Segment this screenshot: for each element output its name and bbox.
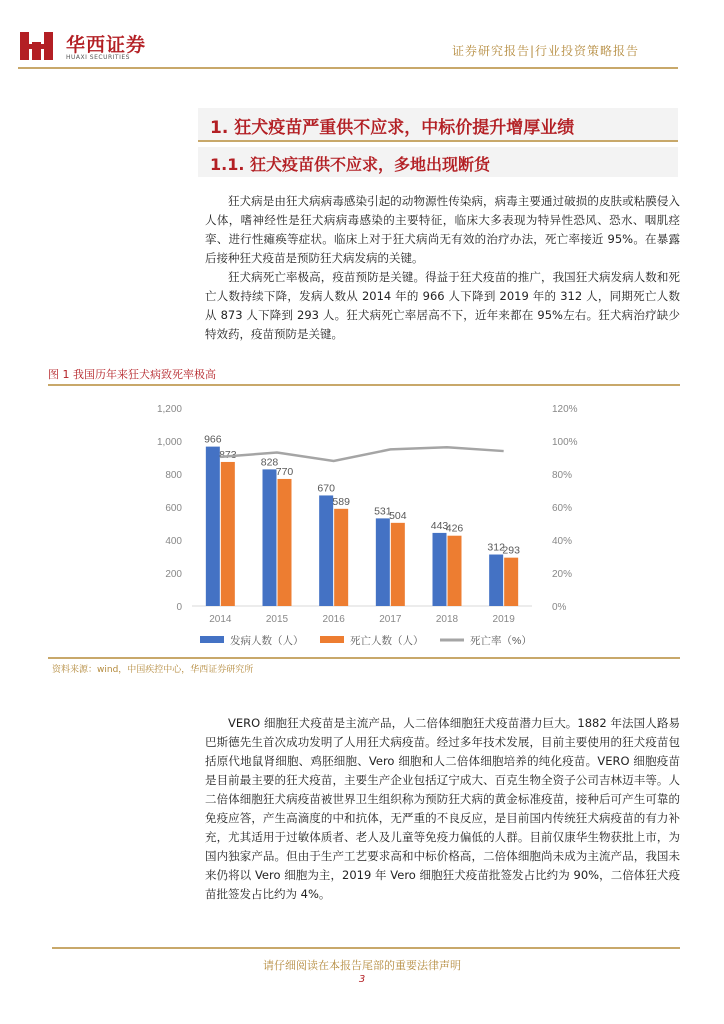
data-label: 770 xyxy=(275,465,294,478)
legend-swatch xyxy=(200,636,224,643)
y2-tick-label: 40% xyxy=(552,536,573,547)
bar-incidence xyxy=(489,555,503,606)
y-tick-label: 200 xyxy=(165,569,182,580)
data-label: 873 xyxy=(219,448,237,461)
bar-deaths xyxy=(221,462,235,606)
section-title: 1. 狂犬疫苗严重供不应求，中标价提升增厚业绩 xyxy=(210,118,575,138)
legend-swatch xyxy=(320,636,344,643)
brand-name: 华西证券 xyxy=(66,34,147,56)
figure-bottom-divider xyxy=(48,657,680,659)
right-axis-ticks xyxy=(552,404,578,613)
page-number: 3 xyxy=(358,974,366,985)
y2-tick-label: 120% xyxy=(552,404,578,415)
y-tick-label: 0 xyxy=(176,602,182,613)
bar-incidence xyxy=(263,469,277,606)
header-divider xyxy=(18,67,678,69)
y2-tick-label: 60% xyxy=(552,503,573,514)
figure-top-divider xyxy=(48,384,680,386)
x-tick-label: 2019 xyxy=(492,614,515,625)
bar-incidence xyxy=(376,518,390,606)
x-tick-label: 2016 xyxy=(322,614,345,625)
bar-deaths xyxy=(391,523,405,606)
footer-divider xyxy=(52,947,680,949)
chart-legend xyxy=(200,634,532,647)
bars-group xyxy=(204,434,520,606)
y2-tick-label: 20% xyxy=(552,569,573,580)
y2-tick-label: 80% xyxy=(552,470,573,481)
y-tick-label: 400 xyxy=(165,536,182,547)
data-label: 426 xyxy=(445,522,464,535)
bar-incidence xyxy=(319,495,333,606)
y-tick-label: 800 xyxy=(165,470,182,481)
x-tick-label: 2017 xyxy=(379,614,402,625)
data-label: 670 xyxy=(317,482,335,495)
y-tick-label: 1,200 xyxy=(156,404,182,415)
paragraph-vero-vaccine: VERO 细胞狂犬疫苗是主流产品，人二倍体细胞狂犬疫苗潜力巨大。1882 年法国人路易巴斯德先生首次成功发明了人用狂犬病疫苗。经过多年技术发展，目前主要使用的狂犬疫苗包括原代地鼠肾细胞、鸡胚细胞、Vero 细胞和人二倍体细胞培养的纯化疫苗。VERO 细胞疫苗是目前最主要的狂犬疫苗，主要生产企业包括辽宁成大、百克生物全资子公司吉林迈丰等。人二倍体细胞狂犬病疫苗被世界卫生组织称为预防狂犬病的黄金标准疫苗，接种后可产生可靠的免疫应答，产生高滴度的中和抗体，无严重的不良反应，是目前国内传统狂犬病疫苗的有力补充，尤其适用于过敏体质者、老人及儿童等免疫力偏低的人群。目前仅康华生物获批上市，为国内独家产品。但由于生产工艺要求高和中标价格高，二倍体细胞尚未成为主流产品，我国未来仍将以 Vero 细胞为主，2019 年 Vero 细胞狂犬疫苗批签发占比约为 90%，二倍体狂犬疫苗批签发占比约为 4%。 xyxy=(205,716,680,901)
legend-label: 发病人数（人） xyxy=(230,635,304,647)
figure-source: 资料来源：wind，中国疾控中心，华西证券研究所 xyxy=(52,665,254,675)
legend-label: 死亡率（%） xyxy=(470,635,532,647)
left-axis-ticks xyxy=(157,404,182,613)
brand-name-en: HUAXI SECURITIES xyxy=(66,54,130,61)
x-tick-label: 2015 xyxy=(265,614,289,625)
data-label: 966 xyxy=(204,433,222,446)
bar-incidence xyxy=(206,447,220,606)
data-label: 828 xyxy=(260,456,279,469)
paragraph-rabies-intro: 狂犬病是由狂犬病病毒感染引起的动物源性传染病，病毒主要通过破损的皮肤或粘膜侵入人体，嗜神经性是狂犬病病毒感染的主要特征，临床大多表现为特异性恐风、恐水、咽肌痉挛、进行性瘫痪等症状。临床上对于狂犬病尚无有效的治疗办法，死亡率接近 95%。在暴露后接种狂犬疫苗是预防狂犬病发病的关键。 xyxy=(205,194,680,265)
x-tick-label: 2018 xyxy=(435,614,459,625)
figure-title: 图 1 我国历年来狂犬病致死率极高 xyxy=(48,368,216,381)
data-label: 504 xyxy=(389,509,407,522)
data-label: 293 xyxy=(502,544,520,557)
y-tick-label: 600 xyxy=(165,503,182,514)
y2-tick-label: 0% xyxy=(552,602,567,613)
bar-incidence xyxy=(433,533,447,606)
rabies-chart xyxy=(140,396,600,651)
y2-tick-label: 100% xyxy=(552,437,578,448)
subsection-title: 1.1. 狂犬疫苗供不应求，多地出现断货 xyxy=(210,155,490,174)
x-axis-ticks xyxy=(209,614,515,625)
data-label: 312 xyxy=(487,541,505,554)
huaxi-logo-icon xyxy=(18,30,58,62)
x-tick-label: 2014 xyxy=(209,614,232,625)
legend-label: 死亡人数（人） xyxy=(350,635,424,647)
bar-deaths xyxy=(448,536,462,606)
bar-deaths xyxy=(334,509,348,606)
bar-deaths xyxy=(504,558,518,606)
data-label: 589 xyxy=(332,495,350,508)
paragraph-mortality: 狂犬病死亡率极高，疫苗预防是关键。得益于狂犬疫苗的推广，我国狂犬病发病人数和死亡人数持续下降，发病人数从 2014 年的 966 人下降到 2019 年的 312 人，同期死亡人数从 873 人下降到 293 人。狂犬病死亡率居高不下，近年来都在 95%左右。狂犬病治疗缺少特效药，疫苗预防是关键。 xyxy=(205,270,680,341)
y-tick-label: 1,000 xyxy=(156,437,182,448)
bar-deaths xyxy=(278,479,292,606)
report-type: 证券研究报告|行业投资策略报告 xyxy=(452,44,640,58)
legal-disclaimer: 请仔细阅读在本报告尾部的重要法律声明 xyxy=(263,959,461,972)
data-label: 531 xyxy=(374,505,392,518)
data-label: 443 xyxy=(430,519,449,532)
